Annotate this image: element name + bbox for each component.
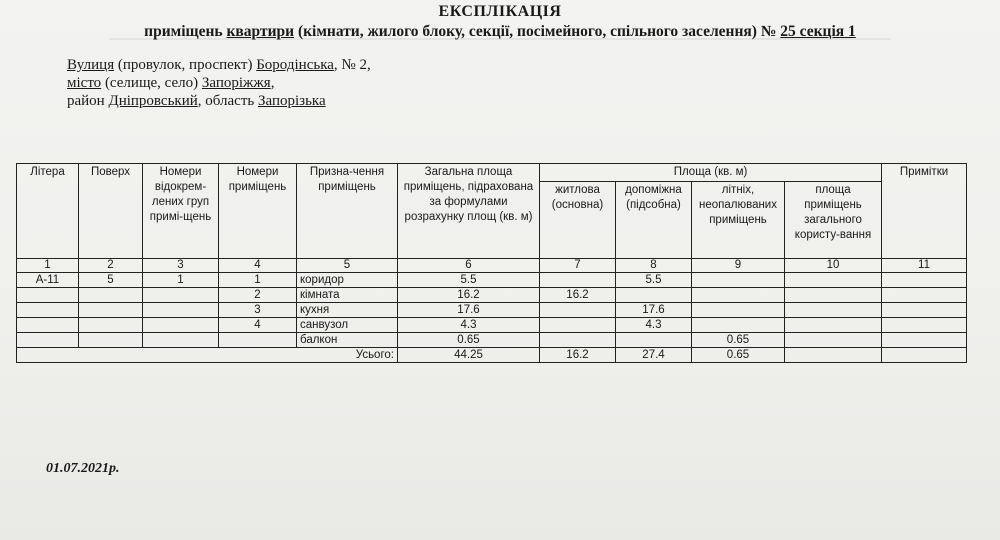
header-auxiliary: допоміжна (підсобна) [616, 182, 692, 259]
subtitle-type: квартири [226, 23, 295, 40]
cell-room: 1 [219, 273, 297, 288]
totals-living: 16.2 [540, 348, 616, 363]
cell-common [785, 318, 882, 333]
cell-group [143, 333, 219, 348]
cell-litera [17, 288, 79, 303]
header-common: площа приміщень загального користу-вання [785, 182, 882, 259]
cell-purpose: коридор [297, 273, 398, 288]
city-name: Запоріжжя [201, 75, 271, 91]
table-row [17, 333, 967, 348]
cell-notes [882, 333, 967, 348]
header-summer: літніх, неопалюваних приміщень [692, 182, 785, 259]
header-floor: Поверх [79, 164, 143, 259]
cell-room: 2 [219, 288, 297, 303]
address-city-line [67, 74, 371, 92]
cell-common [785, 273, 882, 288]
column-number-row [17, 259, 967, 273]
cell-notes [882, 303, 967, 318]
region-name: Запорізька [257, 93, 326, 109]
cell-floor [79, 288, 143, 303]
col-num: 11 [882, 259, 967, 273]
col-num: 9 [692, 259, 785, 273]
street-label: Вулиця [67, 57, 115, 73]
totals-common [785, 348, 882, 363]
header-purpose: Призна-чення приміщень [297, 164, 398, 259]
subtitle-suffix: секція 1 [795, 23, 856, 40]
cell-purpose: кухня [297, 303, 398, 318]
cell-purpose: балкон [297, 333, 398, 348]
col-num: 7 [540, 259, 616, 273]
cell-room: 3 [219, 303, 297, 318]
header-total-area: Загальна площа приміщень, підрахована за формулами розрахунку площ (кв. м) [398, 164, 540, 259]
cell-notes [882, 288, 967, 303]
col-num: 8 [616, 259, 692, 273]
city-label: місто [67, 75, 102, 91]
table-row [17, 303, 967, 318]
cell-common [785, 288, 882, 303]
col-num: 3 [143, 259, 219, 273]
cell-floor [79, 333, 143, 348]
apartment-number: 25 [780, 23, 796, 40]
district-label: район [67, 93, 109, 109]
house-number: , № 2, [333, 57, 371, 73]
cell-living [540, 273, 616, 288]
cell-summer: 0.65 [692, 333, 785, 348]
document-subtitle [0, 23, 1000, 41]
totals-notes [882, 348, 967, 363]
table-row [17, 318, 967, 333]
cell-notes [882, 318, 967, 333]
col-num: 6 [398, 259, 540, 273]
cell-total: 5.5 [398, 273, 540, 288]
cell-group [143, 303, 219, 318]
cell-common [785, 303, 882, 318]
cell-living [540, 333, 616, 348]
cell-room [219, 333, 297, 348]
totals-label: Усього: [17, 348, 398, 363]
col-num: 2 [79, 259, 143, 273]
cell-room: 4 [219, 318, 297, 333]
header-area-group: Площа (кв. м) [540, 164, 882, 182]
cell-group [143, 318, 219, 333]
header-groups: Номери відокрем-лених груп примі-щень [143, 164, 219, 259]
street-rest: (провулок, проспект) [114, 57, 257, 73]
cell-living: 16.2 [540, 288, 616, 303]
cell-total: 4.3 [398, 318, 540, 333]
cell-litera: А-11 [17, 273, 79, 288]
totals-total: 44.25 [398, 348, 540, 363]
address-block [67, 56, 371, 110]
totals-row [17, 348, 967, 363]
document-title: ЕКСПЛІКАЦІЯ [438, 3, 562, 20]
cell-summer [692, 288, 785, 303]
cell-purpose: санвузол [297, 318, 398, 333]
cell-aux: 17.6 [616, 303, 692, 318]
city-rest: (селище, село) [101, 75, 202, 91]
document-date: 01.07.2021р. [46, 461, 120, 476]
subtitle-middle: (кімнати, жилого блоку, секції, посімейного, спільного заселення) № [294, 23, 781, 40]
cell-summer [692, 318, 785, 333]
header-litera: Літера [17, 164, 79, 259]
totals-summer: 0.65 [692, 348, 785, 363]
cell-total: 0.65 [398, 333, 540, 348]
cell-living [540, 318, 616, 333]
cell-floor: 5 [79, 273, 143, 288]
header-row-1 [17, 164, 967, 182]
header-living: житлова (основна) [540, 182, 616, 259]
cell-summer [692, 273, 785, 288]
cell-summer [692, 303, 785, 318]
totals-aux: 27.4 [616, 348, 692, 363]
district-name: Дніпровський [108, 93, 198, 109]
address-district-line [67, 92, 371, 110]
cell-total: 16.2 [398, 288, 540, 303]
cell-common [785, 333, 882, 348]
cell-litera [17, 318, 79, 333]
header-rooms: Номери приміщень [219, 164, 297, 259]
cell-litera [17, 333, 79, 348]
explication-table [16, 163, 967, 363]
address-street-line [67, 56, 371, 74]
cell-purpose: кімната [297, 288, 398, 303]
region-label: , область [197, 93, 258, 109]
cell-group: 1 [143, 273, 219, 288]
table-row [17, 288, 967, 303]
col-num: 10 [785, 259, 882, 273]
cell-aux [616, 288, 692, 303]
cell-aux: 5.5 [616, 273, 692, 288]
col-num: 1 [17, 259, 79, 273]
city-end: , [270, 75, 275, 91]
cell-floor [79, 318, 143, 333]
cell-notes [882, 273, 967, 288]
subtitle-prefix: приміщень [144, 23, 227, 40]
cell-litera [17, 303, 79, 318]
cell-total: 17.6 [398, 303, 540, 318]
header-notes: Примітки [882, 164, 967, 259]
cell-aux: 4.3 [616, 318, 692, 333]
cell-floor [79, 303, 143, 318]
street-name: Бородінська [256, 57, 334, 73]
col-num: 4 [219, 259, 297, 273]
table-row [17, 273, 967, 288]
col-num: 5 [297, 259, 398, 273]
cell-group [143, 288, 219, 303]
cell-living [540, 303, 616, 318]
cell-aux [616, 333, 692, 348]
